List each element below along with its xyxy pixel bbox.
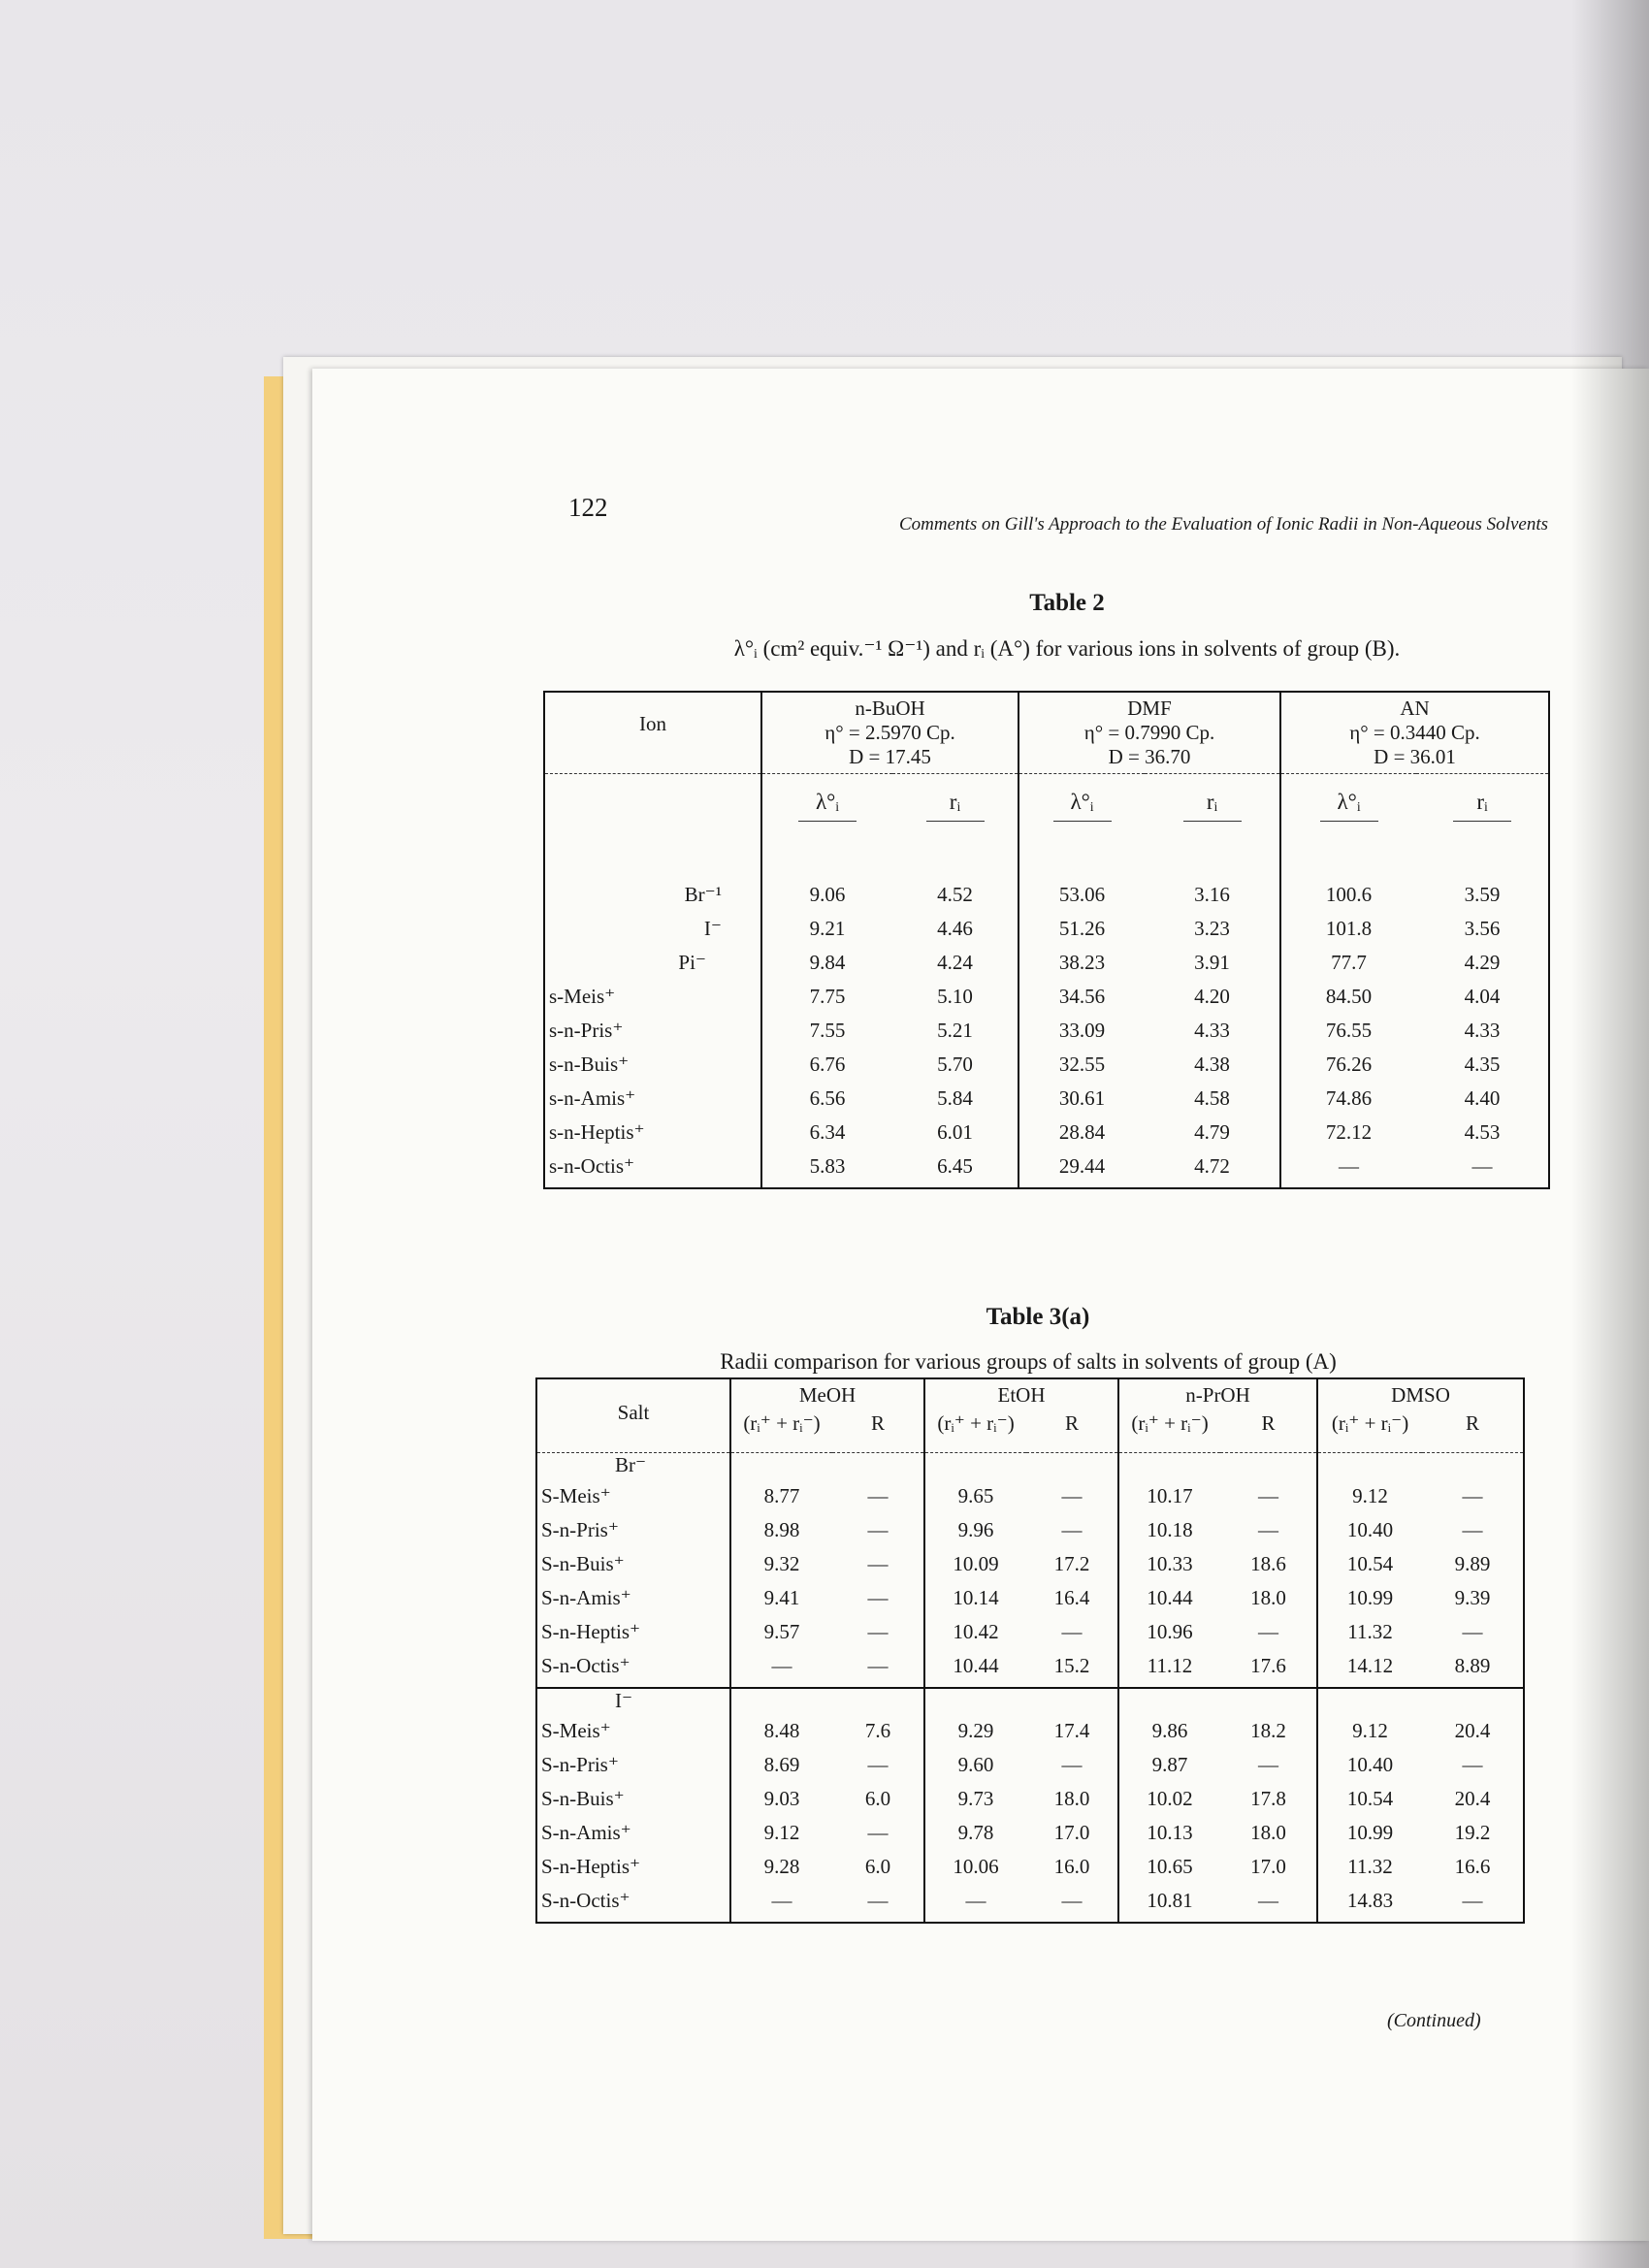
salt-label: S-n-Buis⁺ bbox=[541, 1551, 625, 1575]
solvent-viscosity: η° = 2.5970 Cp. bbox=[824, 721, 955, 744]
table-cell: 4.04 bbox=[1464, 984, 1501, 1008]
table-cell: 17.0 bbox=[1053, 1820, 1090, 1844]
ion-header: Ion bbox=[639, 712, 666, 735]
table-cell: 33.09 bbox=[1018, 1019, 1145, 1053]
table-cell: 9.12 bbox=[1317, 1484, 1422, 1518]
table-cell: 74.86 bbox=[1280, 1086, 1416, 1120]
solvent-dielectric: D = 36.01 bbox=[1374, 745, 1456, 768]
table-cell: 9.65 bbox=[924, 1484, 1026, 1518]
table-cell: 9.32 bbox=[730, 1552, 832, 1586]
table-row bbox=[544, 1120, 1549, 1154]
table-cell: 4.20 bbox=[1194, 984, 1230, 1008]
subheader-lambda: λ°ᵢ bbox=[761, 774, 892, 883]
table2-title: Table 2 bbox=[1029, 590, 1105, 616]
table-cell: — bbox=[1258, 1752, 1279, 1776]
table-cell: 9.84 bbox=[761, 951, 892, 985]
table2-caption: λ°ᵢ (cm² equiv.⁻¹ Ω⁻¹) and rᵢ (A°) for various ions in solvents of group (B). bbox=[733, 636, 1401, 661]
table-cell: 8.69 bbox=[730, 1753, 832, 1787]
table-row bbox=[536, 1787, 1524, 1821]
group-header-row bbox=[536, 1453, 1524, 1484]
table-cell: 10.40 bbox=[1317, 1518, 1422, 1552]
subheader-r: R bbox=[1065, 1411, 1080, 1435]
table-cell: 10.13 bbox=[1118, 1821, 1220, 1855]
table-cell: 10.99 bbox=[1317, 1586, 1422, 1620]
table-cell: 9.28 bbox=[730, 1855, 832, 1889]
table-cell: — bbox=[1462, 1483, 1483, 1507]
table-cell: 30.61 bbox=[1018, 1086, 1145, 1120]
table-cell: 16.0 bbox=[1053, 1854, 1090, 1878]
table-row bbox=[544, 1019, 1549, 1053]
solvent-header-meoh: MeOH bbox=[730, 1378, 924, 1408]
table-cell: 9.03 bbox=[730, 1787, 832, 1821]
table-cell: — bbox=[730, 1889, 832, 1923]
table-cell: — bbox=[867, 1551, 889, 1575]
solvent-name: n-BuOH bbox=[855, 697, 925, 720]
table-cell: 9.87 bbox=[1118, 1753, 1220, 1787]
table-cell: 3.91 bbox=[1194, 950, 1230, 974]
table-cell: 28.84 bbox=[1018, 1120, 1145, 1154]
table-cell: 10.02 bbox=[1118, 1787, 1220, 1821]
table-cell: 9.41 bbox=[730, 1586, 832, 1620]
table-cell: 9.29 bbox=[924, 1719, 1026, 1753]
table-cell: 9.57 bbox=[730, 1620, 832, 1654]
table-cell: — bbox=[1061, 1483, 1083, 1507]
table-cell: — bbox=[1061, 1517, 1083, 1541]
table-cell: 11.32 bbox=[1317, 1620, 1422, 1654]
table-cell: 18.2 bbox=[1250, 1718, 1286, 1742]
table-cell: 9.96 bbox=[924, 1518, 1026, 1552]
table-row bbox=[544, 883, 1549, 917]
group-header-row bbox=[536, 1688, 1524, 1719]
table-cell: 72.12 bbox=[1280, 1120, 1416, 1154]
table-cell: — bbox=[1258, 1888, 1279, 1912]
ion-label: s-n-Pris⁺ bbox=[549, 1018, 624, 1042]
table-cell: 32.55 bbox=[1018, 1053, 1145, 1086]
table-cell: 6.01 bbox=[937, 1119, 973, 1144]
ion-label: s-n-Heptis⁺ bbox=[549, 1119, 645, 1144]
anion-label: I⁻ bbox=[536, 1688, 730, 1719]
table-row bbox=[536, 1552, 1524, 1586]
table-cell: — bbox=[867, 1483, 889, 1507]
table-cell: 4.33 bbox=[1464, 1018, 1501, 1042]
table-cell: 17.2 bbox=[1053, 1551, 1090, 1575]
table-cell: — bbox=[1258, 1517, 1279, 1541]
salt-label: S-Meis⁺ bbox=[541, 1483, 611, 1507]
table-cell: 10.40 bbox=[1317, 1753, 1422, 1787]
table-row bbox=[536, 1719, 1524, 1753]
table-cell: 76.26 bbox=[1280, 1053, 1416, 1086]
table-cell: 18.0 bbox=[1053, 1786, 1090, 1810]
salt-label: S-n-Amis⁺ bbox=[541, 1585, 631, 1609]
table-cell: 9.86 bbox=[1118, 1719, 1220, 1753]
table-cell: 15.2 bbox=[1053, 1653, 1090, 1677]
table-cell: 11.12 bbox=[1118, 1654, 1220, 1688]
table-cell: — bbox=[867, 1585, 889, 1609]
ion-label: s-n-Octis⁺ bbox=[549, 1153, 635, 1178]
table-cell: 4.35 bbox=[1464, 1052, 1501, 1076]
anion-label: Br⁻ bbox=[615, 1453, 647, 1476]
table-cell: 10.14 bbox=[924, 1586, 1026, 1620]
table-row bbox=[536, 1586, 1524, 1620]
table-row bbox=[544, 917, 1549, 951]
table-row bbox=[536, 1518, 1524, 1552]
table-row bbox=[544, 985, 1549, 1019]
table-cell: — bbox=[867, 1888, 889, 1912]
table-cell: 10.17 bbox=[1118, 1484, 1220, 1518]
solvent-header-dmso: DMSO bbox=[1317, 1378, 1524, 1408]
solvent-viscosity: η° = 0.3440 Cp. bbox=[1349, 721, 1480, 744]
table-cell: 53.06 bbox=[1018, 883, 1145, 917]
table-cell: 29.44 bbox=[1018, 1154, 1145, 1188]
subheader-radius: rᵢ bbox=[1416, 774, 1549, 883]
ion-label: Br⁻¹ bbox=[684, 882, 722, 906]
table-cell: — bbox=[1280, 1154, 1416, 1188]
table-cell: 9.73 bbox=[924, 1787, 1026, 1821]
ion-label: I⁻ bbox=[703, 916, 722, 940]
table-cell: 4.53 bbox=[1464, 1119, 1501, 1144]
solvent-dielectric: D = 36.70 bbox=[1108, 745, 1191, 768]
table-cell: — bbox=[924, 1889, 1026, 1923]
salt-label: S-Meis⁺ bbox=[541, 1718, 611, 1742]
table-cell: — bbox=[1258, 1483, 1279, 1507]
table-cell: 4.29 bbox=[1464, 950, 1501, 974]
table-cell: 10.42 bbox=[924, 1620, 1026, 1654]
ion-label: s-n-Buis⁺ bbox=[549, 1052, 630, 1076]
table-cell: 17.4 bbox=[1053, 1718, 1090, 1742]
ion-label: s-Meis⁺ bbox=[549, 984, 616, 1008]
table-cell: — bbox=[1462, 1619, 1483, 1643]
table-cell: 6.56 bbox=[761, 1086, 892, 1120]
table-row bbox=[536, 1484, 1524, 1518]
table2 bbox=[543, 691, 1550, 1189]
table-cell: — bbox=[1462, 1752, 1483, 1776]
table-row bbox=[536, 1654, 1524, 1688]
table-cell: 77.7 bbox=[1280, 951, 1416, 985]
table-cell: 10.44 bbox=[1118, 1586, 1220, 1620]
table-cell: — bbox=[1258, 1619, 1279, 1643]
salt-label: S-n-Octis⁺ bbox=[541, 1888, 630, 1912]
solvent-header-dmf bbox=[1018, 692, 1280, 773]
table-cell: 14.83 bbox=[1317, 1889, 1422, 1923]
table-cell: 17.6 bbox=[1250, 1653, 1286, 1677]
table-cell: 9.12 bbox=[730, 1821, 832, 1855]
table-cell: 10.65 bbox=[1118, 1855, 1220, 1889]
table-cell: 101.8 bbox=[1280, 917, 1416, 951]
solvent-header-nproh: n-PrOH bbox=[1118, 1378, 1317, 1408]
table-cell: 8.89 bbox=[1454, 1653, 1491, 1677]
table-cell: 7.6 bbox=[864, 1718, 891, 1742]
table-cell: — bbox=[867, 1517, 889, 1541]
table-cell: 76.55 bbox=[1280, 1019, 1416, 1053]
ion-label: s-n-Amis⁺ bbox=[549, 1085, 636, 1110]
salt-label: S-n-Heptis⁺ bbox=[541, 1619, 641, 1643]
salt-label: S-n-Pris⁺ bbox=[541, 1517, 619, 1541]
table-cell: 9.60 bbox=[924, 1753, 1026, 1787]
table-row bbox=[536, 1855, 1524, 1889]
table-cell: 34.56 bbox=[1018, 985, 1145, 1019]
table-cell: 4.46 bbox=[937, 916, 973, 940]
table-cell: 9.06 bbox=[761, 883, 892, 917]
solvent-header-nbuoh bbox=[761, 692, 1018, 773]
table-cell: 10.18 bbox=[1118, 1518, 1220, 1552]
table-cell: 100.6 bbox=[1280, 883, 1416, 917]
solvent-name: DMF bbox=[1127, 697, 1172, 720]
table-cell: 9.21 bbox=[761, 917, 892, 951]
table-cell: 7.75 bbox=[761, 985, 892, 1019]
table-cell: 10.81 bbox=[1118, 1889, 1220, 1923]
table-cell: 84.50 bbox=[1280, 985, 1416, 1019]
subheader-radii-sum: (rᵢ⁺ + rᵢ⁻) bbox=[1317, 1408, 1422, 1452]
table-cell: 9.39 bbox=[1454, 1585, 1491, 1609]
table-cell: 4.38 bbox=[1194, 1052, 1230, 1076]
subheader-radii-sum: (rᵢ⁺ + rᵢ⁻) bbox=[1118, 1408, 1220, 1452]
table-cell: 10.09 bbox=[924, 1552, 1026, 1586]
table-cell: 6.76 bbox=[761, 1053, 892, 1086]
table-cell: 8.48 bbox=[730, 1719, 832, 1753]
table-cell: 19.2 bbox=[1454, 1820, 1491, 1844]
subheader-radius: rᵢ bbox=[1145, 774, 1280, 883]
subheader-r: R bbox=[1466, 1411, 1480, 1435]
table-row bbox=[536, 1620, 1524, 1654]
table3a-caption: Radii comparison for various groups of salts in solvents of group (A) bbox=[720, 1349, 1337, 1374]
table-cell: 9.78 bbox=[924, 1821, 1026, 1855]
table3a-title: Table 3(a) bbox=[986, 1304, 1090, 1330]
subheader-r: R bbox=[871, 1411, 886, 1435]
table-row bbox=[544, 1154, 1549, 1188]
table-row bbox=[544, 1086, 1549, 1120]
table-cell: — bbox=[867, 1653, 889, 1677]
table-cell: 8.98 bbox=[730, 1518, 832, 1552]
table-cell: 17.8 bbox=[1250, 1786, 1286, 1810]
table-row bbox=[544, 1053, 1549, 1086]
table-cell: 4.72 bbox=[1194, 1153, 1230, 1178]
table-cell: 3.56 bbox=[1464, 916, 1501, 940]
table-cell: — bbox=[1061, 1619, 1083, 1643]
salt-label: S-n-Heptis⁺ bbox=[541, 1854, 641, 1878]
table-cell: 10.96 bbox=[1118, 1620, 1220, 1654]
solvent-dielectric: D = 17.45 bbox=[849, 745, 931, 768]
table-cell: 4.52 bbox=[937, 882, 973, 906]
table-cell: 10.54 bbox=[1317, 1552, 1422, 1586]
table-cell: 6.0 bbox=[864, 1854, 891, 1878]
table-row bbox=[544, 951, 1549, 985]
table3a bbox=[535, 1377, 1525, 1924]
table-cell: 16.4 bbox=[1053, 1585, 1090, 1609]
table-cell: 16.6 bbox=[1454, 1854, 1491, 1878]
table-cell: 10.99 bbox=[1317, 1821, 1422, 1855]
table-cell: — bbox=[867, 1820, 889, 1844]
table-cell: 4.79 bbox=[1194, 1119, 1230, 1144]
table-cell: 5.83 bbox=[761, 1154, 892, 1188]
table-cell: 6.0 bbox=[864, 1786, 891, 1810]
table-cell: 5.70 bbox=[937, 1052, 973, 1076]
table-cell: 6.45 bbox=[937, 1153, 973, 1178]
table-cell: 20.4 bbox=[1454, 1786, 1491, 1810]
table-cell: — bbox=[1462, 1517, 1483, 1541]
table-cell: 20.4 bbox=[1454, 1718, 1491, 1742]
table-cell: 51.26 bbox=[1018, 917, 1145, 951]
table-cell: — bbox=[867, 1619, 889, 1643]
table-cell: 6.34 bbox=[761, 1120, 892, 1154]
page-header bbox=[568, 493, 1548, 535]
table-cell: 9.89 bbox=[1454, 1551, 1491, 1575]
table-cell: 4.24 bbox=[937, 950, 973, 974]
subheader-lambda: λ°ᵢ bbox=[1280, 774, 1416, 883]
table-cell: 5.21 bbox=[937, 1018, 973, 1042]
table-cell: 18.6 bbox=[1250, 1551, 1286, 1575]
solvent-header-an bbox=[1280, 692, 1549, 773]
table-cell: — bbox=[867, 1752, 889, 1776]
table-cell: — bbox=[1061, 1752, 1083, 1776]
table-cell: 18.0 bbox=[1250, 1585, 1286, 1609]
table-cell: 5.84 bbox=[937, 1085, 973, 1110]
table-row bbox=[536, 1889, 1524, 1923]
running-head: Comments on Gill's Approach to the Evaluation of Ionic Radii in Non-Aqueous Solvents bbox=[899, 514, 1548, 535]
table-cell: 10.54 bbox=[1317, 1787, 1422, 1821]
table-cell: 3.23 bbox=[1194, 916, 1230, 940]
table-cell: — bbox=[1462, 1888, 1483, 1912]
table-cell: 38.23 bbox=[1018, 951, 1145, 985]
salt-label: S-n-Amis⁺ bbox=[541, 1820, 631, 1844]
table-row bbox=[536, 1753, 1524, 1787]
table-cell: 11.32 bbox=[1317, 1855, 1422, 1889]
table-cell: 4.33 bbox=[1194, 1018, 1230, 1042]
table-cell: 9.12 bbox=[1317, 1719, 1422, 1753]
subheader-r: R bbox=[1261, 1411, 1276, 1435]
table-cell: 10.06 bbox=[924, 1855, 1026, 1889]
table-cell: 8.77 bbox=[730, 1484, 832, 1518]
table-cell: 10.44 bbox=[924, 1654, 1026, 1688]
table-cell: 4.40 bbox=[1464, 1085, 1501, 1110]
subheader-radii-sum: (rᵢ⁺ + rᵢ⁻) bbox=[924, 1408, 1026, 1452]
table-cell: 3.16 bbox=[1194, 882, 1230, 906]
subheader-radius: rᵢ bbox=[892, 774, 1018, 883]
table-cell: — bbox=[1061, 1888, 1083, 1912]
salt-header: Salt bbox=[617, 1401, 650, 1424]
subheader-radii-sum: (rᵢ⁺ + rᵢ⁻) bbox=[730, 1408, 832, 1452]
table-cell: 14.12 bbox=[1317, 1654, 1422, 1688]
salt-label: S-n-Octis⁺ bbox=[541, 1653, 630, 1677]
table-cell: 18.0 bbox=[1250, 1820, 1286, 1844]
table-row bbox=[536, 1821, 1524, 1855]
subheader-lambda: λ°ᵢ bbox=[1018, 774, 1145, 883]
table-cell: 7.55 bbox=[761, 1019, 892, 1053]
solvent-name: AN bbox=[1400, 697, 1430, 720]
table-cell: 10.33 bbox=[1118, 1552, 1220, 1586]
salt-label: S-n-Buis⁺ bbox=[541, 1786, 625, 1810]
table-cell: 17.0 bbox=[1250, 1854, 1286, 1878]
scan-shadow bbox=[1571, 0, 1649, 2268]
table-cell: 3.59 bbox=[1464, 882, 1501, 906]
salt-label: S-n-Pris⁺ bbox=[541, 1752, 619, 1776]
table-cell: 5.10 bbox=[937, 984, 973, 1008]
table-cell: — bbox=[730, 1654, 832, 1688]
solvent-viscosity: η° = 0.7990 Cp. bbox=[1083, 721, 1215, 744]
page-number: 122 bbox=[568, 493, 608, 522]
ion-label: Pi⁻ bbox=[678, 950, 706, 974]
table-cell: 4.58 bbox=[1194, 1085, 1230, 1110]
solvent-header-etoh: EtOH bbox=[924, 1378, 1118, 1408]
table-cell: — bbox=[1471, 1153, 1493, 1178]
continued-note: (Continued) bbox=[1387, 2010, 1481, 2031]
